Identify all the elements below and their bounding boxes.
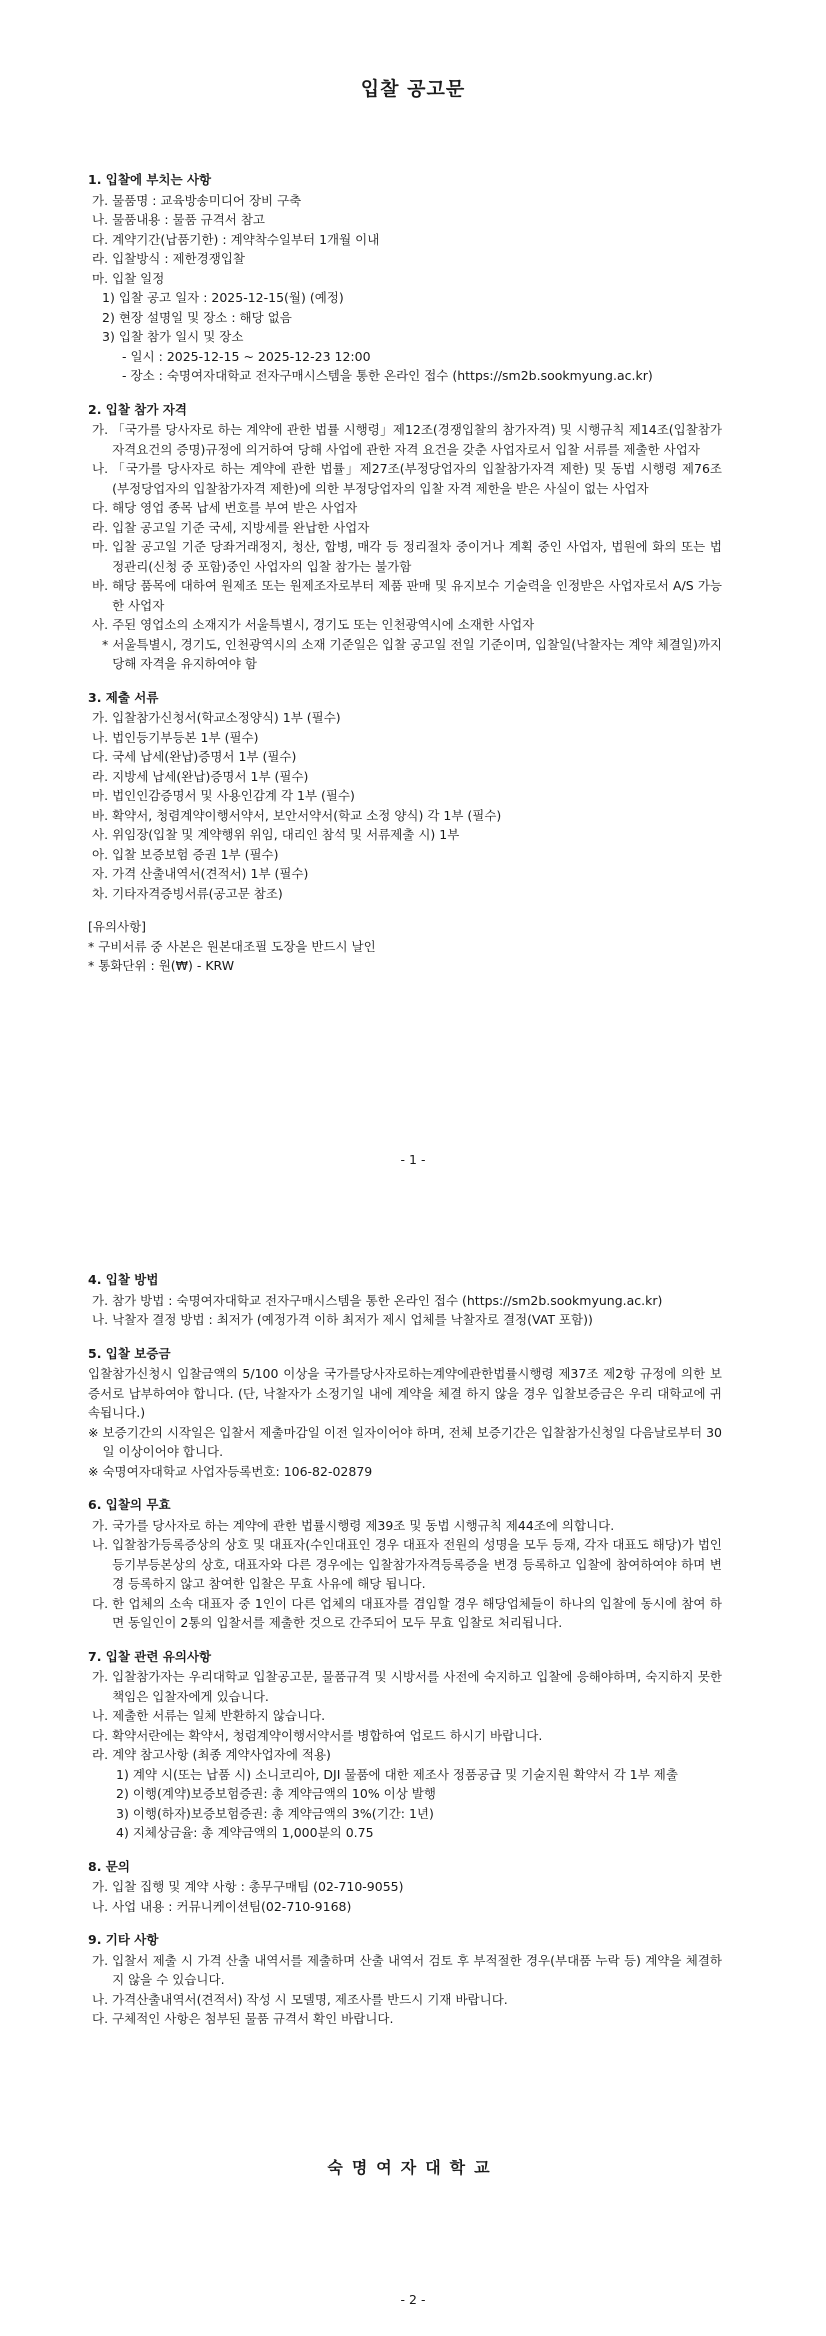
list-item: 사. 위임장(입찰 및 계약행위 위임, 대리인 참석 및 서류제출 시) 1부 <box>92 827 460 842</box>
list-item: * 구비서류 중 사본은 원본대조필 도장을 반드시 날인 <box>88 938 376 954</box>
section-1 <box>88 170 722 386</box>
page-2-content <box>88 1270 722 2043</box>
list-item: 가. 입찰서 제출 시 가격 산출 내역서를 제출하며 산출 내역서 검토 후 부적절한 경우(부대품 누락 등) 계약을 체결하지 않을 수 있습니다. <box>92 1952 722 1987</box>
institution-name: 숙명여자대학교 <box>327 2158 499 2177</box>
section-title: 9. 기타 사항 <box>88 1932 159 1947</box>
list-item: 2) 이행(계약)보증보험증권: 총 계약금액의 10% 이상 발행 <box>116 1786 436 1801</box>
section-title: 3. 제출 서류 <box>88 689 159 705</box>
list-item: 3) 입찰 참가 일시 및 장소 <box>102 329 244 344</box>
section-title: 6. 입찰의 무효 <box>88 1497 171 1512</box>
document-title: 입찰 공고문 <box>360 78 466 100</box>
section-title: 2. 입찰 참가 자격 <box>88 401 187 417</box>
list-item: 다. 확약서란에는 확약서, 청렴계약이행서약서를 병합하여 업로드 하시기 바랍니다. <box>92 1727 543 1743</box>
list-item: 바. 확약서, 청렴계약이행서약서, 보안서약서(학교 소정 양식) 각 1부 (필수) <box>92 807 502 823</box>
section-title: 1. 입찰에 부치는 사항 <box>88 172 212 187</box>
list-item: 4) 지체상금율: 총 계약금액의 1,000분의 0.75 <box>116 1825 374 1840</box>
list-item: 가. 물품명 : 교육방송미디어 장비 구축 <box>92 192 302 208</box>
list-item: 아. 입찰 보증보험 증권 1부 (필수) <box>92 846 279 862</box>
list-item: 1) 계약 시(또는 납품 시) 소니코리아, DJI 물품에 대한 제조사 정품공급 및 기술지원 확약서 각 1부 제출 <box>116 1766 678 1782</box>
list-item: 자. 가격 산출내역서(견적서) 1부 (필수) <box>92 866 309 881</box>
notes-title: [유의사항] <box>88 919 147 934</box>
section-title: 7. 입찰 관련 유의사항 <box>88 1648 212 1664</box>
list-item: 나. 사업 내용 : 커뮤니케이션팀(02-710-9168) <box>92 1898 352 1914</box>
list-item: 라. 입찰 공고일 기준 국세, 지방세를 완납한 사업자 <box>92 519 370 535</box>
list-item: ※ 보증기간의 시작일은 입찰서 제출마감일 이전 일자이어야 하며, 전체 보증기간은 입찰참가신청일 다음날로부터 30일 이상이어야 합니다. <box>88 1424 722 1459</box>
list-item: 마. 입찰 일정 <box>92 270 165 286</box>
list-item: 3) 이행(하자)보증보험증권: 총 계약금액의 3%(기간: 1년) <box>116 1805 434 1821</box>
section-6 <box>88 1495 722 1633</box>
list-item: 나. 입찰참가등록증상의 상호 및 대표자(수인대표인 경우 대표자 전원의 성명을 모두 등재, 각자 대표도 해당)가 법인등기부등본상의 상호, 대표자와 다른 경우에는 입찰참가자격등록증을 변경 등록하고 입찰에 참여하여야 하며 변경 등록하지 않고 참여한 입찰은 무효 사유에 해당 됩니다. <box>92 1537 722 1591</box>
section-7 <box>88 1647 722 1843</box>
section-8 <box>88 1857 722 1917</box>
list-item: 다. 한 업체의 소속 대표자 중 1인이 다른 업체의 대표자를 겸임할 경우 해당업체들이 하나의 입찰에 동시에 참여 하면 동일인이 2통의 입찰서를 제출한 것으로 간주되어 모두 무효 입찰로 처리됩니다. <box>92 1595 722 1630</box>
list-item: 가. 국가를 당사자로 하는 계약에 관한 법률시행령 제39조 및 동법 시행규칙 제44조에 의합니다. <box>92 1517 615 1533</box>
section-4 <box>88 1270 722 1330</box>
section-2 <box>88 400 722 674</box>
section-title: 4. 입찰 방법 <box>88 1272 159 1287</box>
list-item: - 일시 : 2025-12-15 ~ 2025-12-23 12:00 <box>122 348 371 364</box>
section-9 <box>88 1930 722 2029</box>
section-title: 8. 문의 <box>88 1858 130 1874</box>
list-item: 가. 입찰 집행 및 계약 사항 : 총무구매팀 (02-710-9055) <box>92 1879 404 1894</box>
list-item: 가. 「국가를 당사자로 하는 계약에 관한 법률 시행령」제12조(경쟁입찰의 참가자격) 및 시행규칙 제14조(입찰참가자격요건의 증명)규정에 의거하여 당해 사업에 관한 자격 요건을 갖춘 사업자로서 입찰 서류를 제출한 사업자 <box>92 422 722 457</box>
section-3 <box>88 688 722 904</box>
page-number: - 1 - <box>400 1152 426 1167</box>
list-item: 마. 법인인감증명서 및 사용인감계 각 1부 (필수) <box>92 788 355 803</box>
section-title: 5. 입찰 보증금 <box>88 1345 171 1361</box>
list-item: 다. 구체적인 사항은 첨부된 물품 규격서 확인 바랍니다. <box>92 2011 394 2026</box>
list-item: 나. 가격산출내역서(견적서) 작성 시 모델명, 제조사를 반드시 기재 바랍니다. <box>92 1991 508 2007</box>
list-item: 가. 입찰참가자는 우리대학교 입찰공고문, 물품규격 및 시방서를 사전에 숙지하고 입찰에 응해야하며, 숙지하지 못한 책임은 입찰자에게 있습니다. <box>92 1669 722 1704</box>
page-1-content <box>88 170 722 990</box>
page-number: - 2 - <box>400 2292 426 2307</box>
list-item: 1) 입찰 공고 일자 : 2025-12-15(월) (예정) <box>102 290 344 305</box>
list-item: 마. 입찰 공고일 기준 당좌거래정지, 청산, 합병, 매각 등 정리절차 중이거나 계획 중인 사업자, 법원에 화의 또는 법정관리(신청 중 포함)중인 사업자의 입찰 참가는 불가함 <box>92 539 722 574</box>
list-item: 나. 「국가를 당사자로 하는 계약에 관한 법률」제27조(부정당업자의 입찰참가자격 제한) 및 동법 시행령 제76조(부정당업자의 입찰참가자격 제한)에 의한 부정당업자의 입찰 자격 제한을 받은 사실이 없는 사업자 <box>92 461 722 496</box>
list-item: 가. 입찰참가신청서(학교소정양식) 1부 (필수) <box>92 710 341 725</box>
list-item: 사. 주된 영업소의 소재지가 서울특별시, 경기도 또는 인천광역시에 소재한 사업자 <box>92 617 535 632</box>
list-item: * 서울특별시, 경기도, 인천광역시의 소재 기준일은 입찰 공고일 전일 기준이며, 입찰일(낙찰자는 계약 체결일)까지 당해 자격을 유지하여야 함 <box>102 636 722 671</box>
list-item: 나. 물품내용 : 물품 규격서 참고 <box>92 212 265 227</box>
list-item: 가. 참가 방법 : 숙명여자대학교 전자구매시스템을 통한 온라인 접수 (https://sm2b.sookmyung.ac.kr) <box>92 1292 663 1308</box>
list-item: - 장소 : 숙명여자대학교 전자구매시스템을 통한 온라인 접수 (https://sm2b.sookmyung.ac.kr) <box>122 368 653 383</box>
list-item: 다. 국세 납세(완납)증명서 1부 (필수) <box>92 749 297 764</box>
section-5 <box>88 1344 722 1482</box>
list-item: 다. 계약기간(납품기한) : 계약착수일부터 1개월 이내 <box>92 231 380 247</box>
list-item: 라. 입찰방식 : 제한경쟁입찰 <box>92 251 245 266</box>
paragraph: 입찰참가신청시 입찰금액의 5/100 이상을 국가를당사자로하는계약에관한법률시행령 제37조 제2항 규정에 의한 보증서로 납부하여야 합니다. (단, 낙찰자가 소정기일 내에 계약을 체결 하지 않을 경우 입찰보증금은 우리 대학교에 귀속됩니다.) <box>88 1366 722 1420</box>
list-item: 차. 기타자격증빙서류(공고문 참조) <box>92 885 283 901</box>
notes-section <box>88 917 722 976</box>
list-item: ※ 숙명여자대학교 사업자등록번호: 106-82-02879 <box>88 1463 373 1479</box>
list-item: 나. 제출한 서류는 일체 반환하지 않습니다. <box>92 1708 326 1723</box>
list-item: 2) 현장 설명일 및 장소 : 해당 없음 <box>102 309 292 325</box>
page-2 <box>0 1230 826 2336</box>
list-item: * 통화단위 : 원(₩) - KRW <box>88 958 235 973</box>
list-item: 나. 낙찰자 결정 방법 : 최저가 (예정가격 이하 최저가 제시 업체를 낙찰자로 결정(VAT 포함)) <box>92 1312 593 1327</box>
list-item: 라. 지방세 납세(완납)증명서 1부 (필수) <box>92 768 309 784</box>
list-item: 라. 계약 참고사항 (최종 계약사업자에 적용) <box>92 1747 331 1762</box>
list-item: 바. 해당 품목에 대하여 원제조 또는 원제조자로부터 제품 판매 및 유지보수 기술력을 인정받은 사업자로서 A/S 가능한 사업자 <box>92 578 722 613</box>
list-item: 나. 법인등기부등본 1부 (필수) <box>92 729 259 745</box>
list-item: 다. 해당 영업 종목 납세 번호를 부여 받은 사업자 <box>92 500 358 515</box>
